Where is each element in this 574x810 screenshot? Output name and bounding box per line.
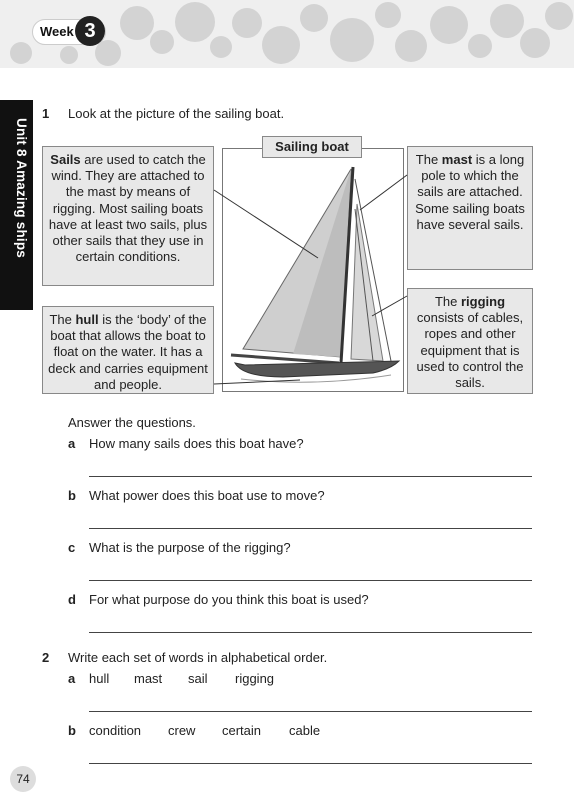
rigging-term: rigging bbox=[460, 294, 506, 309]
question-1d-letter: d bbox=[68, 592, 76, 607]
answer-line-1b[interactable] bbox=[89, 528, 532, 529]
sailing-boat-picture bbox=[222, 148, 404, 392]
sails-info-box bbox=[42, 146, 214, 286]
question-2a-letter: a bbox=[68, 671, 76, 686]
question-1d-text: For what purpose do you think this boat is used? bbox=[89, 592, 369, 607]
question-2-number: 2 bbox=[42, 650, 50, 665]
question-1b-text: What power does this boat use to move? bbox=[89, 488, 325, 503]
week-label: Week bbox=[40, 24, 74, 39]
word-certain: certain bbox=[222, 723, 262, 738]
rigging-pre: The bbox=[434, 294, 461, 309]
rigging-info-box bbox=[407, 288, 533, 394]
word-crew: crew bbox=[168, 723, 196, 738]
mast-pre: The bbox=[415, 152, 442, 167]
answer-intro: Answer the questions. bbox=[68, 415, 196, 430]
question-1-prompt: Look at the picture of the sailing boat. bbox=[68, 106, 285, 121]
week-number: 3 bbox=[75, 16, 105, 46]
hull-description: is the ‘body’ of the boat that allows the boat to float on the water. It has a deck and carries equipment and people. bbox=[48, 312, 208, 392]
unit-title: Unit 8 Amazing ships bbox=[14, 118, 29, 259]
word-mast: mast bbox=[134, 671, 163, 686]
page-number: 74 bbox=[10, 766, 36, 792]
question-1c-text: What is the purpose of the rigging? bbox=[89, 540, 291, 555]
sails-term: Sails bbox=[50, 152, 81, 167]
sailing-boat-illustration bbox=[223, 149, 405, 393]
mast-info-box bbox=[407, 146, 533, 270]
sails-description: are used to catch the wind. They are attached to the mast by means of rigging. Most sailing boats have at least two sails, plus other sails that they use in certain conditions. bbox=[48, 152, 208, 265]
word-hull: hull bbox=[89, 671, 110, 686]
question-1a-text: How many sails does this boat have? bbox=[89, 436, 304, 451]
mast-term: mast bbox=[441, 152, 473, 167]
question-2-prompt: Write each set of words in alphabetical order. bbox=[68, 650, 328, 665]
hull-term: hull bbox=[75, 312, 99, 327]
question-2b-letter: b bbox=[68, 723, 76, 738]
picture-title: Sailing boat bbox=[262, 136, 362, 158]
rigging-description: consists of cables, ropes and other equipment that is used to control the sails. bbox=[416, 310, 524, 391]
answer-line-1a[interactable] bbox=[89, 476, 532, 477]
word-condition: condition bbox=[89, 723, 142, 738]
mast-description: is a long pole to which the sails are attached. Some sailing boats have several sails. bbox=[415, 152, 525, 232]
question-1c-letter: c bbox=[68, 540, 76, 555]
answer-line-1c[interactable] bbox=[89, 580, 532, 581]
word-cable: cable bbox=[289, 723, 321, 738]
answer-line-2a[interactable] bbox=[89, 711, 532, 712]
hull-info-box bbox=[42, 306, 214, 394]
word-rigging: rigging bbox=[235, 671, 275, 686]
answer-line-2b[interactable] bbox=[89, 763, 532, 764]
word-sail: sail bbox=[188, 671, 208, 686]
answer-line-1d[interactable] bbox=[89, 632, 532, 633]
hull-pre: The bbox=[49, 312, 76, 327]
question-1b-letter: b bbox=[68, 488, 76, 503]
question-1a-letter: a bbox=[68, 436, 76, 451]
question-1-number: 1 bbox=[42, 106, 50, 121]
